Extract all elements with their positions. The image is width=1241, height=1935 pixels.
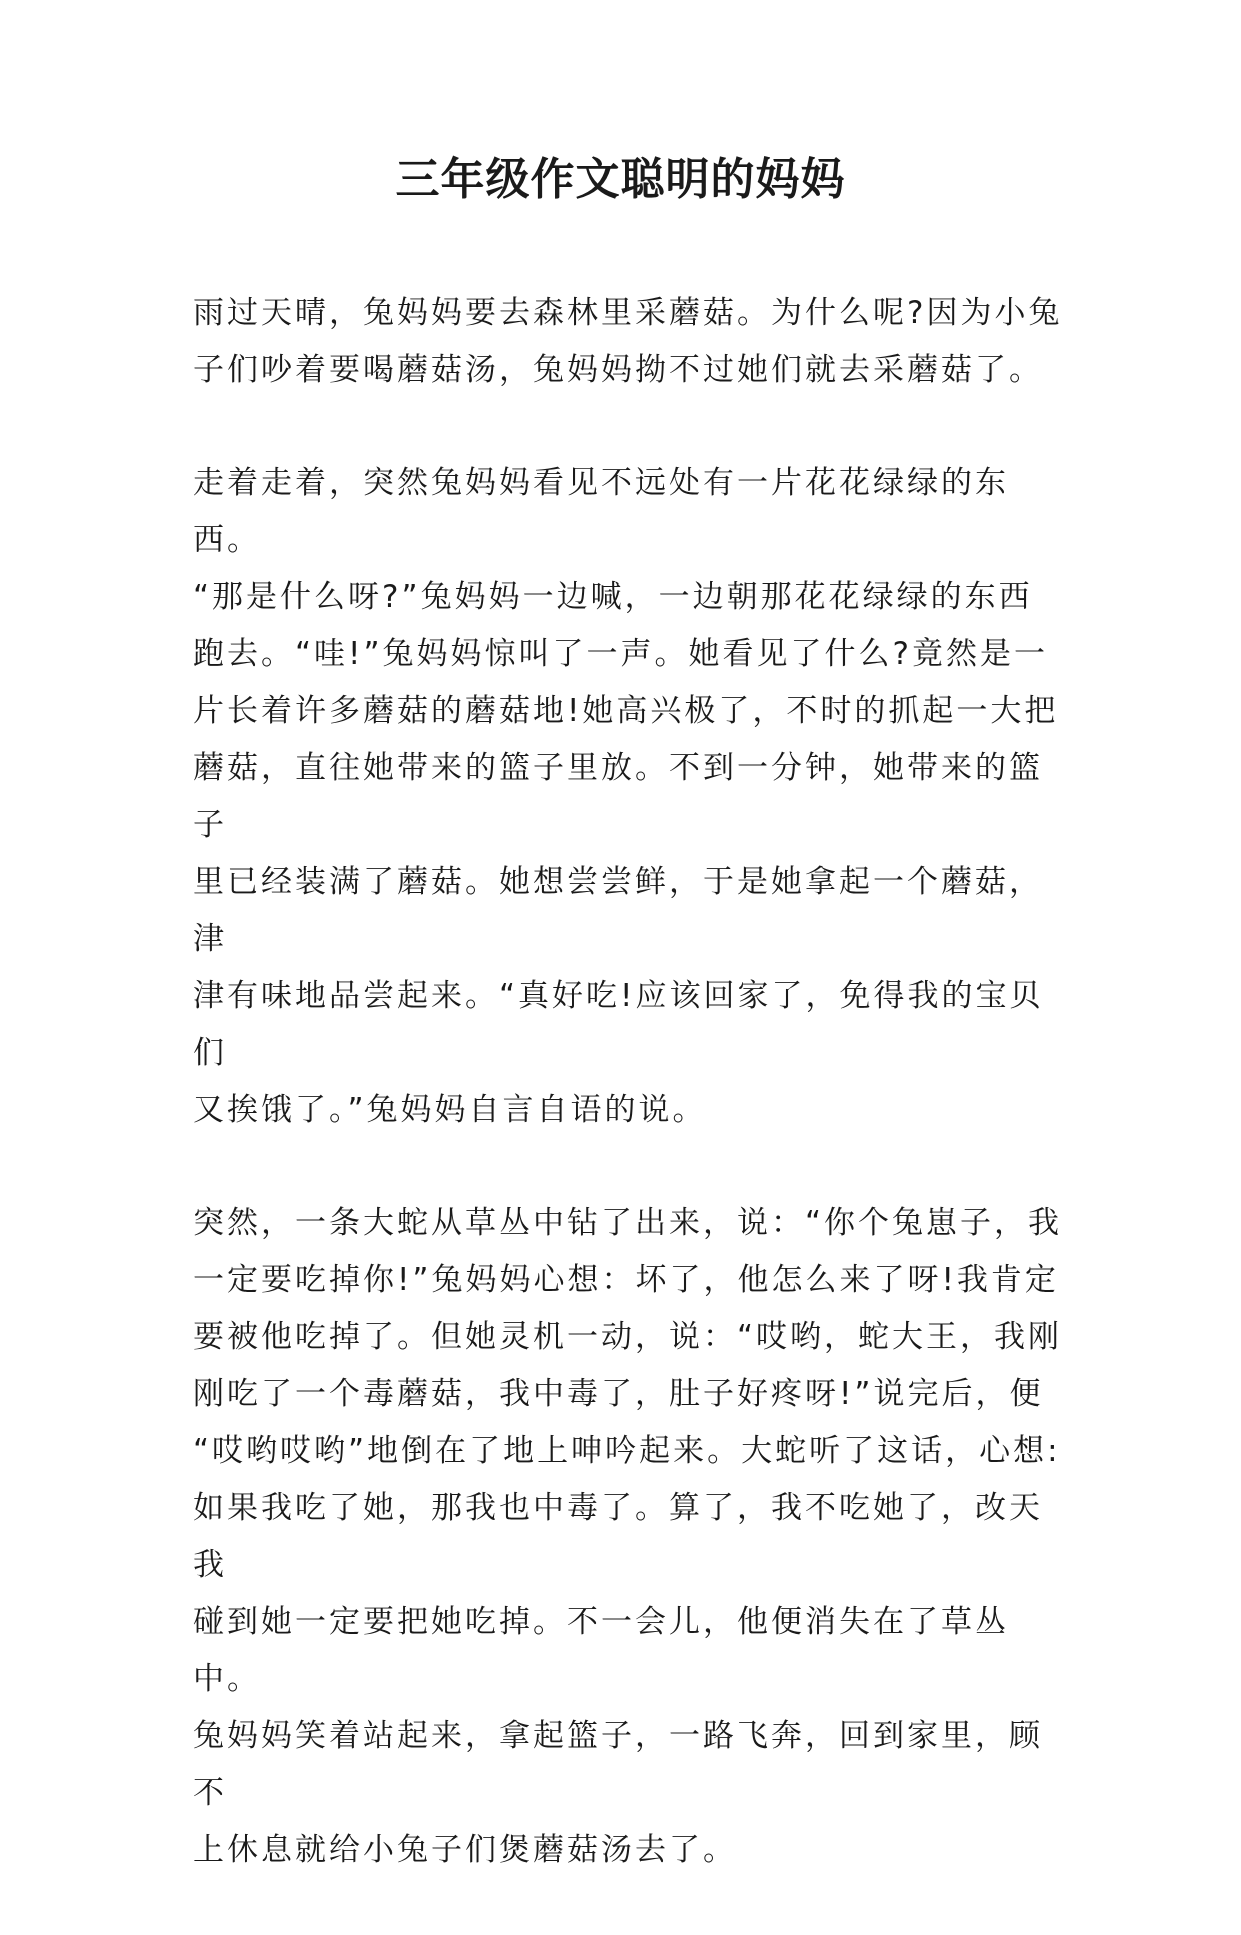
paragraph-2: 走着走着，突然兔妈妈看见不远处有一片花花绿绿的东西。 “那是什么呀?”兔妈妈一边喊，一边朝那花花绿绿的东西 跑去。“哇!”兔妈妈惊叫了一声。她看见了什么?竟然是一 片长着许多蘑菇的蘑菇地!她高兴极了，不时的抓起一大把 蘑菇，直往她带来的篮子里放。不到一分钟，她带来的篮子 里已经装满了蘑菇。她想尝尝鲜，于是她拿起一个蘑菇，津 津有味地品尝起来。“真好吃!应该回家了，免得我的宝贝们 又挨饿了。”兔妈妈自言自语的说。: [193, 465, 1059, 1128]
paragraph-1: 雨过天晴，兔妈妈要去森林里采蘑菇。为什么呢?因为小兔 子们吵着要喝蘑菇汤，兔妈妈拗不过她们就去采蘑菇了。: [193, 295, 1063, 388]
paragraph-3: 突然，一条大蛇从草丛中钻了出来，说：“你个兔崽子，我 一定要吃掉你!”兔妈妈心想：坏了，他怎么来了呀!我肯定 要被他吃掉了。但她灵机一动，说：“哎哟，蛇大王，我刚 刚吃了一个毒蘑菇，我中毒了，肚子好疼呀!”说完后，便 “哎哟哎哟”地倒在了地上呻吟起来。大蛇听了这话，心想: 如果我吃了她，那我也中毒了。算了，我不吃她了，改天我 碰到她一定要把她吃掉。不一会儿，他便消失在了草丛中。 兔妈妈笑着站起来，拿起篮子，一路飞奔，回到家里，顾不 上休息就给小兔子们煲蘑菇汤去了。: [193, 1205, 1063, 1868]
document-title: 三年级作文聪明的妈妈: [395, 154, 846, 205]
document-body: [193, 285, 1073, 1935]
